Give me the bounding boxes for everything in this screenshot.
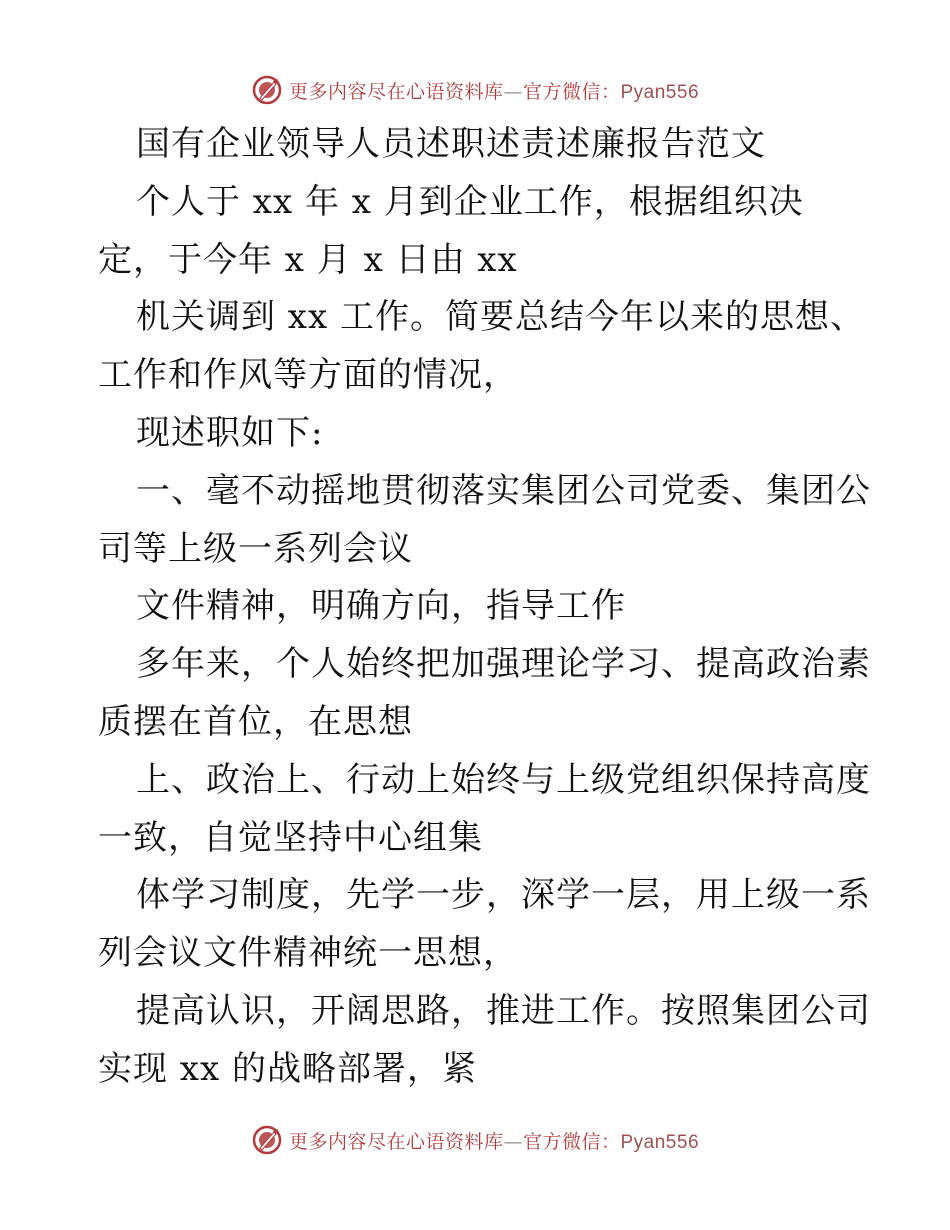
paragraph-line: 定，于今年 x 月 x 日由 xx xyxy=(98,239,518,280)
brand-logo-icon xyxy=(251,1124,283,1156)
paragraph-line: 体学习制度，先学一步，深学一层，用上级一系 xyxy=(136,875,871,916)
header-watermark xyxy=(0,70,950,110)
paragraph-line: 工作和作风等方面的情况， xyxy=(98,355,518,396)
paragraph-line: 质摆在首位，在思想 xyxy=(98,701,413,742)
footer-watermark xyxy=(0,1120,950,1160)
paragraph-line: 机关调到 xx 工作。简要总结今年以来的思想、 xyxy=(136,297,865,338)
watermark-text: 更多内容尽在心语资料库—官方微信：Pyan556 xyxy=(288,1130,700,1153)
paragraph-line: 上、政治上、行动上始终与上级党组织保持高度 xyxy=(136,759,871,800)
paragraph-line: 个人于 xx 年 x 月到企业工作，根据组织决 xyxy=(136,181,804,222)
paragraph-line: 现述职如下: xyxy=(136,412,324,453)
section-heading-line: 一、毫不动摇地贯彻落实集团公司党委、集团公 xyxy=(136,470,871,511)
paragraph-line: 列会议文件精神统一思想， xyxy=(98,933,518,974)
document-title: 国有企业领导人员述职述责述廉报告范文 xyxy=(136,124,766,164)
document-body xyxy=(98,116,871,1099)
brand-logo-icon xyxy=(251,74,283,106)
paragraph-line: 文件精神，明确方向，指导工作 xyxy=(136,586,626,627)
paragraph-line: 多年来，个人始终把加强理论学习、提高政治素 xyxy=(136,644,871,685)
section-heading-line: 司等上级一系列会议 xyxy=(98,528,413,569)
paragraph-line: 实现 xx 的战略部署，紧 xyxy=(98,1048,477,1089)
watermark-text: 更多内容尽在心语资料库—官方微信：Pyan556 xyxy=(288,80,700,103)
paragraph-line: 一致，自觉坚持中心组集 xyxy=(98,817,483,858)
paragraph-line: 提高认识，开阔思路，推进工作。按照集团公司 xyxy=(136,990,871,1031)
